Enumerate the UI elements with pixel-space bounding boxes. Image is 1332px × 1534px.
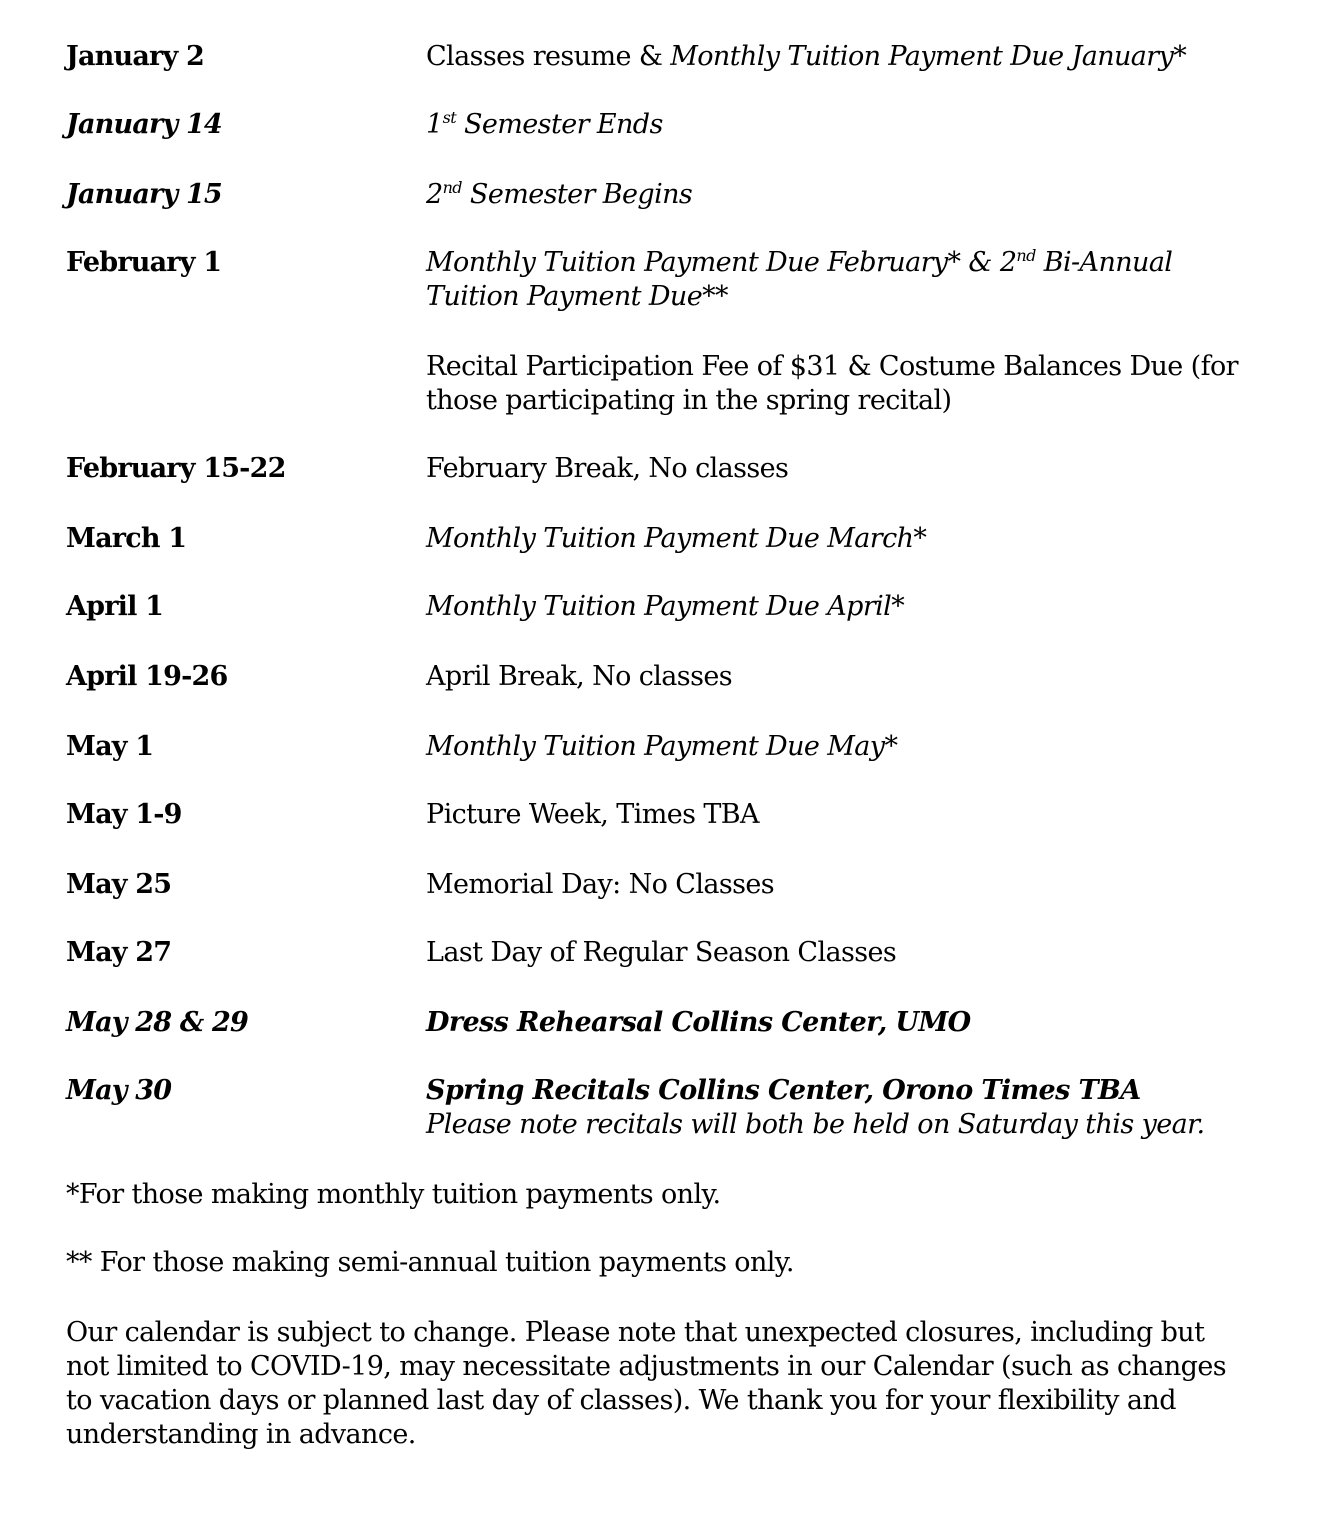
event-date: April 19-26 bbox=[66, 661, 228, 692]
event-extra-note: Recital Participation Fee of $31 & Costume Balances Due (for those participating in the spring recital) bbox=[426, 351, 1238, 416]
disclaimer-paragraph: Our calendar is subject to change. Please note that unexpected closures, including but not limited to COVID-19, may necessitate adjustments in our Calendar (such as changes to vacation days or planned last day of classes). We thank you for your flexibility and understanding in advance. bbox=[66, 1317, 1226, 1450]
event-date: May 30 bbox=[66, 1075, 172, 1106]
event-description: Monthly Tuition Payment Due May* bbox=[426, 731, 898, 762]
event-description: 2nd Semester Begins bbox=[426, 178, 693, 210]
event-description: 1st Semester Ends bbox=[426, 108, 663, 140]
event-description: Monthly Tuition Payment Due February* & 2nd Bi-Annual Tuition Payment Due** Recital Participation Fee of $31 & Costume Balances Due (for those participating in the spring recital) bbox=[426, 246, 1256, 418]
event-description: Classes resume & Monthly Tuition Payment Due January* bbox=[426, 41, 1187, 72]
event-date: May 27 bbox=[66, 937, 172, 968]
event-date: May 1 bbox=[66, 731, 154, 762]
event-date: February 1 bbox=[66, 247, 222, 278]
event-description: Monthly Tuition Payment Due April* bbox=[426, 591, 905, 622]
event-description: Monthly Tuition Payment Due March* bbox=[426, 523, 927, 554]
event-description: Picture Week, Times TBA bbox=[426, 799, 759, 830]
event-description: February Break, No classes bbox=[426, 453, 789, 484]
event-date: March 1 bbox=[66, 523, 187, 554]
event-date: February 15-22 bbox=[66, 453, 286, 484]
event-note: Please note recitals will both be held on Saturday this year. bbox=[426, 1109, 1205, 1140]
footnote-monthly: *For those making monthly tuition payments only. bbox=[66, 1179, 721, 1210]
event-description: Spring Recitals Collins Center, Orono Times TBA Please note recitals will both be held on Saturday this year. bbox=[426, 1074, 1256, 1142]
event-date: May 1-9 bbox=[66, 799, 182, 830]
event-description: Last Day of Regular Season Classes bbox=[426, 937, 897, 968]
event-date: January 2 bbox=[66, 41, 204, 72]
event-date: May 28 & 29 bbox=[66, 1007, 248, 1038]
event-description: Memorial Day: No Classes bbox=[426, 869, 775, 900]
event-description: Dress Rehearsal Collins Center, UMO bbox=[426, 1007, 971, 1038]
event-date: January 15 bbox=[66, 179, 222, 210]
event-description: April Break, No classes bbox=[426, 661, 732, 692]
event-date: April 1 bbox=[66, 591, 164, 622]
footnote-semi-annual: ** For those making semi-annual tuition payments only. bbox=[66, 1247, 794, 1278]
event-date: May 25 bbox=[66, 869, 172, 900]
event-date: January 14 bbox=[66, 109, 222, 140]
